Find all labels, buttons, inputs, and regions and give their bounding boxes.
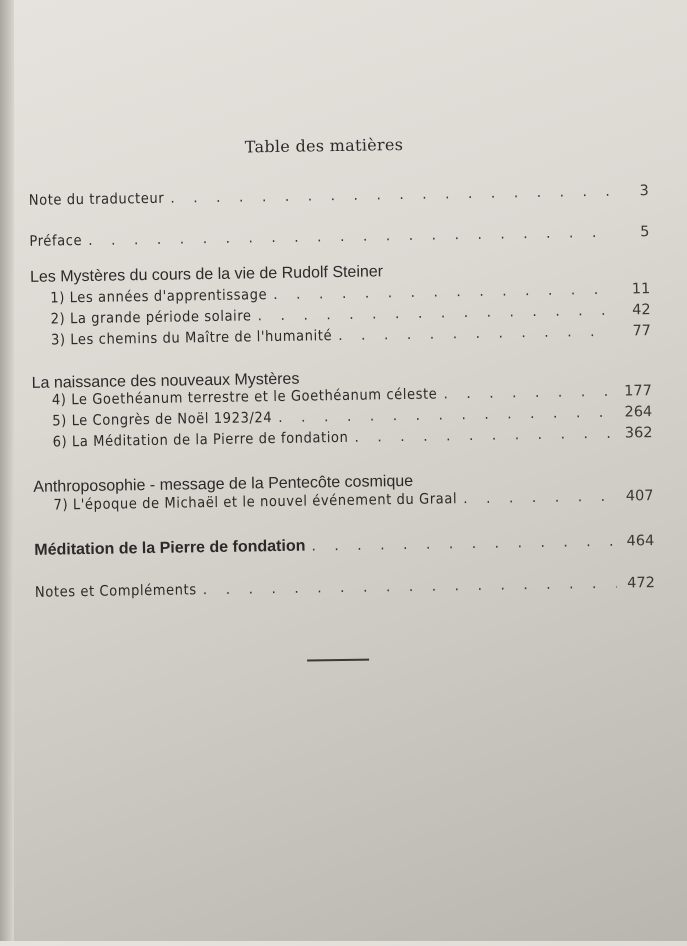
dot-leader [203, 576, 617, 599]
toc-entry [29, 183, 649, 209]
closing-rule [307, 659, 369, 662]
toc-entry-label: Notes et Compléments [34, 582, 197, 601]
toc-item [53, 425, 653, 450]
toc-page-number: 177 [624, 383, 653, 400]
dot-leader [278, 405, 614, 426]
toc-page-number: 11 [631, 281, 651, 298]
toc-page-number: 464 [626, 533, 655, 550]
toc-page-number: 407 [625, 488, 654, 505]
toc-item [51, 323, 651, 348]
toc-item-label: 1) Les années d'apprentissage [50, 287, 268, 307]
toc-entry [29, 224, 649, 250]
dot-leader [443, 384, 614, 403]
toc-entry [34, 532, 654, 560]
toc-page-number: 3 [639, 183, 649, 200]
toc-page-number: 362 [624, 425, 653, 442]
dot-leader [170, 184, 611, 207]
toc-page-number: 472 [627, 575, 656, 592]
dot-leader [311, 534, 616, 555]
toc-item-label: 4) Le Goethéanum terrestre et le Goethéanum céleste [51, 386, 438, 409]
dot-leader [257, 303, 612, 325]
toc-item-label: 6) La Méditation de la Pierre de fondation [52, 429, 349, 451]
toc-entry-label: Note du traducteur [28, 190, 165, 209]
page-title: Table des matières [244, 134, 404, 157]
toc-entry-label: Préface [29, 233, 83, 250]
toc-item-label: 2) La grande période solaire [50, 308, 252, 328]
section-heading-text: Les Mystères du cours de la vie de Rudolf Steiner [29, 263, 384, 286]
dot-leader [354, 426, 614, 446]
toc-page-number: 77 [632, 323, 652, 340]
toc-page-number: 5 [640, 224, 650, 241]
toc-item-label: 3) Les chemins du Maître de l'humanité [50, 328, 333, 349]
toc-page-number: 264 [624, 404, 653, 421]
dot-leader [463, 489, 616, 507]
dot-leader [273, 282, 612, 303]
section-heading-text: Anthroposophie - message de la Pentecôte cosmique [33, 472, 414, 496]
toc-entry [35, 575, 655, 601]
toc-item-label: 5) Le Congrès de Noël 1923/24 [52, 410, 273, 430]
section-heading-text: La naissance des nouveaux Mystères [31, 370, 300, 392]
dot-leader [88, 225, 612, 249]
toc-page-number: 42 [632, 302, 651, 319]
dot-leader [338, 324, 613, 344]
toc-entry-label: Méditation de la Pierre de fondation [34, 537, 306, 559]
toc-item-label: 7) L'époque de Michaël et le nouvel événement du Graal [53, 491, 458, 514]
